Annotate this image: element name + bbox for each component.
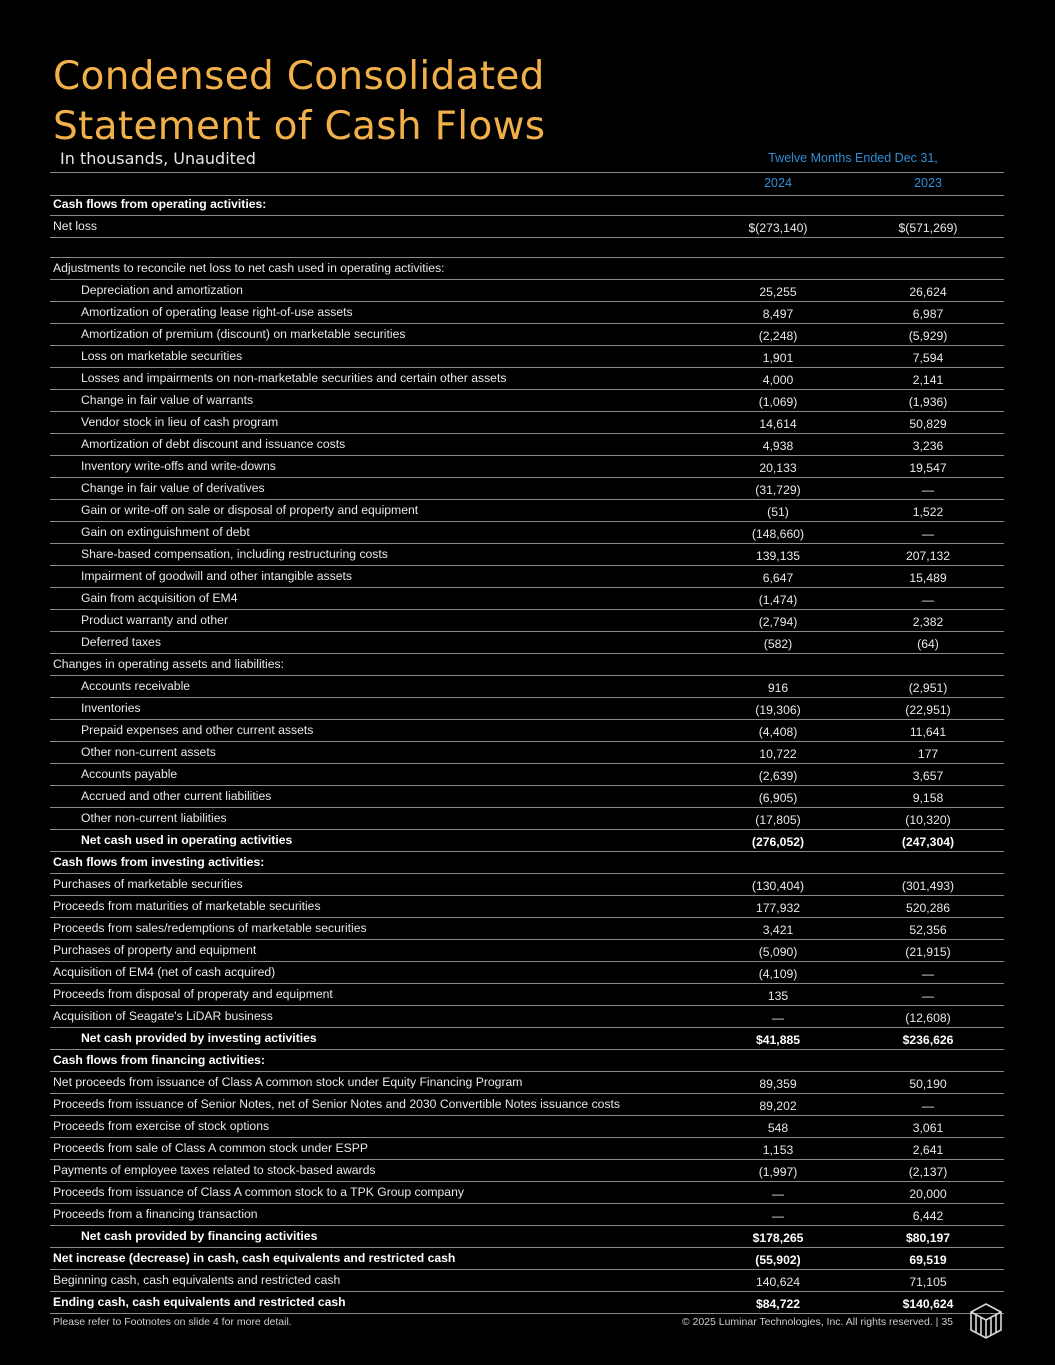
table-row: [50, 852, 1004, 874]
value-2023: (2,951): [908, 681, 948, 695]
table-row: [50, 610, 1004, 632]
value-2023: —: [921, 483, 935, 497]
value-2024: (19,306): [755, 703, 801, 717]
spacer-row: [50, 238, 1004, 258]
table-row: [50, 566, 1004, 588]
table-row: [50, 478, 1004, 500]
row-label: Ending cash, cash equivalents and restricted cash: [53, 1295, 346, 1309]
table-row: [50, 500, 1004, 522]
row-label: Net cash provided by financing activities: [81, 1229, 318, 1243]
row-label: Inventories: [81, 701, 141, 715]
row-label: Net loss: [53, 219, 98, 233]
row-label: Proceeds from sale of Class A common stock under ESPP: [53, 1141, 368, 1155]
value-2024: (4,408): [758, 725, 798, 739]
value-2023: (21,915): [905, 945, 951, 959]
table-row: [50, 1204, 1004, 1226]
value-2023: 71,105: [909, 1275, 947, 1289]
value-2023: (301,493): [901, 879, 955, 893]
value-2023: $(571,269): [898, 221, 958, 235]
value-2023: 6,987: [912, 307, 944, 321]
value-2024: 89,359: [759, 1077, 797, 1091]
row-label: Purchases of property and equipment: [53, 943, 257, 957]
value-2024: $41,885: [755, 1033, 801, 1047]
value-2024: 177,932: [755, 901, 801, 915]
value-2024: 4,938: [762, 439, 794, 453]
row-label: Other non-current liabilities: [81, 811, 227, 825]
value-2023: 3,236: [912, 439, 944, 453]
luminar-cube-logo-icon: [968, 1302, 1004, 1340]
period-label: Twelve Months Ended Dec 31,: [768, 151, 938, 165]
value-2023: (5,929): [908, 329, 948, 343]
value-2023: 20,000: [909, 1187, 947, 1201]
row-label: Changes in operating assets and liabilities:: [53, 657, 285, 671]
value-2024: (582): [763, 637, 793, 651]
row-label: Change in fair value of derivatives: [81, 481, 265, 495]
table-row: [50, 588, 1004, 610]
table-row: [50, 258, 1004, 280]
value-2024: $(273,140): [748, 221, 808, 235]
year-2023-label: 2023: [914, 176, 942, 190]
value-2023: (1,936): [908, 395, 948, 409]
value-2023: 50,190: [909, 1077, 947, 1091]
table-row: [50, 830, 1004, 852]
table-row: [50, 390, 1004, 412]
value-2023: 15,489: [909, 571, 947, 585]
row-label: Other non-current assets: [81, 745, 216, 759]
value-2024: (31,729): [755, 483, 801, 497]
table-row: [50, 1226, 1004, 1248]
value-2023: 177: [917, 747, 939, 761]
value-2024: (2,248): [758, 329, 798, 343]
value-2024: $178,265: [752, 1231, 804, 1245]
row-label: Payments of employee taxes related to stock-based awards: [53, 1163, 376, 1177]
row-label: Gain from acquisition of EM4: [81, 591, 238, 605]
table-row: [50, 962, 1004, 984]
table-row: [50, 1094, 1004, 1116]
value-2023: $140,624: [902, 1297, 954, 1311]
row-label: Adjustments to reconcile net loss to net cash used in operating activities:: [53, 261, 445, 275]
table-row: [50, 786, 1004, 808]
row-label: Net proceeds from issuance of Class A common stock under Equity Financing Program: [53, 1075, 523, 1089]
table-row: [50, 1116, 1004, 1138]
row-label: Proceeds from issuance of Senior Notes, net of Senior Notes and 2030 Convertible Notes issuance costs: [53, 1097, 621, 1111]
table-row: [50, 216, 1004, 238]
value-2024: (4,109): [758, 967, 798, 981]
value-2023: $80,197: [905, 1231, 951, 1245]
value-2024: 135: [767, 989, 789, 1003]
value-2024: (2,639): [758, 769, 798, 783]
table-row: [50, 874, 1004, 896]
value-2024: $84,722: [755, 1297, 801, 1311]
table-row: [50, 1072, 1004, 1094]
table-row: [50, 632, 1004, 654]
page-title: [53, 52, 545, 152]
value-2023: 7,594: [912, 351, 944, 365]
row-label: Vendor stock in lieu of cash program: [81, 415, 279, 429]
value-2024: 140,624: [755, 1275, 801, 1289]
table-row: [50, 720, 1004, 742]
row-label: Proceeds from exercise of stock options: [53, 1119, 270, 1133]
row-label: Proceeds from disposal of properaty and equipment: [53, 987, 333, 1001]
value-2023: 19,547: [909, 461, 947, 475]
table-row: [50, 280, 1004, 302]
row-label: Net cash provided by investing activities: [81, 1031, 317, 1045]
row-label: Deferred taxes: [81, 635, 161, 649]
value-2023: $236,626: [902, 1033, 954, 1047]
row-label: Proceeds from sales/redemptions of marketable securities: [53, 921, 367, 935]
table-row: [50, 1160, 1004, 1182]
row-label: Beginning cash, cash equivalents and restricted cash: [53, 1273, 341, 1287]
value-2024: 20,133: [759, 461, 797, 475]
value-2023: 52,356: [909, 923, 947, 937]
value-2024: —: [771, 1011, 785, 1025]
row-label: Impairment of goodwill and other intangible assets: [81, 569, 352, 583]
year-header: [50, 173, 1004, 196]
value-2024: (130,404): [751, 879, 805, 893]
value-2023: 520,286: [905, 901, 951, 915]
table-row: [50, 412, 1004, 434]
table-row: [50, 1006, 1004, 1028]
value-2024: 548: [767, 1121, 789, 1135]
row-label: Product warranty and other: [81, 613, 229, 627]
table-row: [50, 324, 1004, 346]
value-2023: 2,641: [912, 1143, 944, 1157]
table-row: [50, 544, 1004, 566]
value-2023: 2,141: [912, 373, 944, 387]
value-2024: 14,614: [759, 417, 797, 431]
row-label: Proceeds from maturities of marketable securities: [53, 899, 321, 913]
value-2024: (1,997): [758, 1165, 798, 1179]
row-label: Proceeds from issuance of Class A common stock to a TPK Group company: [53, 1185, 464, 1199]
table-row: [50, 456, 1004, 478]
title-line-2: Statement of Cash Flows: [53, 104, 546, 149]
value-2024: (1,069): [758, 395, 798, 409]
table-row: [50, 698, 1004, 720]
value-2023: (10,320): [905, 813, 951, 827]
value-2024: —: [771, 1209, 785, 1223]
value-2023: (2,137): [908, 1165, 948, 1179]
table-row: [50, 522, 1004, 544]
value-2024: 10,722: [759, 747, 797, 761]
value-2024: (2,794): [758, 615, 798, 629]
value-2024: (148,660): [751, 527, 805, 541]
value-2024: 916: [767, 681, 789, 695]
value-2023: (22,951): [905, 703, 951, 717]
table-row: [50, 918, 1004, 940]
value-2023: 26,624: [909, 285, 947, 299]
row-label: Gain or write-off on sale or disposal of property and equipment: [81, 503, 419, 517]
table-row: [50, 302, 1004, 324]
value-2023: 3,061: [912, 1121, 944, 1135]
value-2023: (64): [917, 637, 939, 651]
table-row: [50, 742, 1004, 764]
value-2024: (17,805): [755, 813, 801, 827]
row-label: Acquisition of EM4 (net of cash acquired): [53, 965, 276, 979]
row-label: Net increase (decrease) in cash, cash equivalents and restricted cash: [53, 1251, 456, 1265]
table-row: [50, 940, 1004, 962]
table-row: [50, 1248, 1004, 1270]
value-2024: 139,135: [755, 549, 801, 563]
value-2024: (55,902): [755, 1253, 801, 1267]
row-label: Losses and impairments on non-marketable securities and certain other assets: [81, 371, 507, 385]
value-2024: 89,202: [759, 1099, 797, 1113]
row-label: Depreciation and amortization: [81, 283, 243, 297]
value-2023: (247,304): [901, 835, 955, 849]
value-2023: —: [921, 1099, 935, 1113]
value-2023: 1,522: [912, 505, 944, 519]
value-2024: (276,052): [751, 835, 805, 849]
row-label: Loss on marketable securities: [81, 349, 243, 363]
value-2023: 50,829: [909, 417, 947, 431]
row-label: Inventory write-offs and write-downs: [81, 459, 276, 473]
row-label: Gain on extinguishment of debt: [81, 525, 250, 539]
table-row: [50, 654, 1004, 676]
value-2024: (1,474): [758, 593, 798, 607]
row-label: Amortization of operating lease right-of-use assets: [81, 305, 353, 319]
value-2023: 6,442: [912, 1209, 944, 1223]
table-row: [50, 808, 1004, 830]
row-label: Accounts receivable: [81, 679, 191, 693]
row-label: Share-based compensation, including restructuring costs: [81, 547, 388, 561]
subtitle: In thousands, Unaudited: [60, 149, 256, 168]
row-label: Proceeds from a financing transaction: [53, 1207, 258, 1221]
table-row: [50, 1138, 1004, 1160]
value-2023: 9,158: [912, 791, 944, 805]
row-label: Cash flows from financing activities:: [53, 1053, 265, 1067]
value-2023: 2,382: [912, 615, 944, 629]
value-2023: 3,657: [912, 769, 944, 783]
row-label: Acquisition of Seagate's LiDAR business: [53, 1009, 273, 1023]
row-label: Amortization of debt discount and issuance costs: [81, 437, 346, 451]
table-row: [50, 1028, 1004, 1050]
value-2024: 3,421: [762, 923, 794, 937]
footer-note: Please refer to Footnotes on slide 4 for more detail.: [53, 1316, 292, 1328]
row-label: Amortization of premium (discount) on marketable securities: [81, 327, 406, 341]
row-label: Cash flows from investing activities:: [53, 855, 265, 869]
table-row: [50, 1050, 1004, 1072]
value-2024: (6,905): [758, 791, 798, 805]
table-row: [50, 346, 1004, 368]
value-2024: 4,000: [762, 373, 794, 387]
value-2024: 8,497: [762, 307, 794, 321]
row-label: Purchases of marketable securities: [53, 877, 243, 891]
value-2024: (51): [767, 505, 789, 519]
value-2023: 69,519: [909, 1253, 947, 1267]
table-row: [50, 194, 1004, 216]
row-label: Net cash used in operating activities: [81, 833, 293, 847]
table-row: [50, 984, 1004, 1006]
row-label: Change in fair value of warrants: [81, 393, 254, 407]
row-label: Accounts payable: [81, 767, 178, 781]
value-2024: 1,153: [762, 1143, 794, 1157]
value-2024: 6,647: [762, 571, 794, 585]
row-label: Cash flows from operating activities:: [53, 197, 267, 211]
value-2023: (12,608): [905, 1011, 951, 1025]
row-label: Prepaid expenses and other current assets: [81, 723, 314, 737]
year-2024-label: 2024: [764, 176, 792, 190]
table-row: [50, 764, 1004, 786]
footer-copyright: © 2025 Luminar Technologies, Inc. All rights reserved. | 35: [681, 1316, 953, 1328]
cash-flow-table: [50, 194, 1004, 1314]
table-row: [50, 368, 1004, 390]
value-2023: 207,132: [905, 549, 951, 563]
value-2024: 1,901: [762, 351, 794, 365]
value-2024: —: [771, 1187, 785, 1201]
table-row: [50, 1270, 1004, 1292]
value-2023: —: [921, 989, 935, 1003]
row-label: Accrued and other current liabilities: [81, 789, 272, 803]
value-2024: 25,255: [759, 285, 797, 299]
table-row: [50, 1182, 1004, 1204]
value-2023: —: [921, 967, 935, 981]
value-2023: 11,641: [909, 725, 947, 739]
table-row: [50, 434, 1004, 456]
value-2024: (5,090): [758, 945, 798, 959]
table-row: [50, 896, 1004, 918]
value-2023: —: [921, 527, 935, 541]
title-line-1: Condensed Consolidated: [53, 54, 545, 99]
table-row: [50, 676, 1004, 698]
table-row: [50, 1292, 1004, 1314]
value-2023: —: [921, 593, 935, 607]
